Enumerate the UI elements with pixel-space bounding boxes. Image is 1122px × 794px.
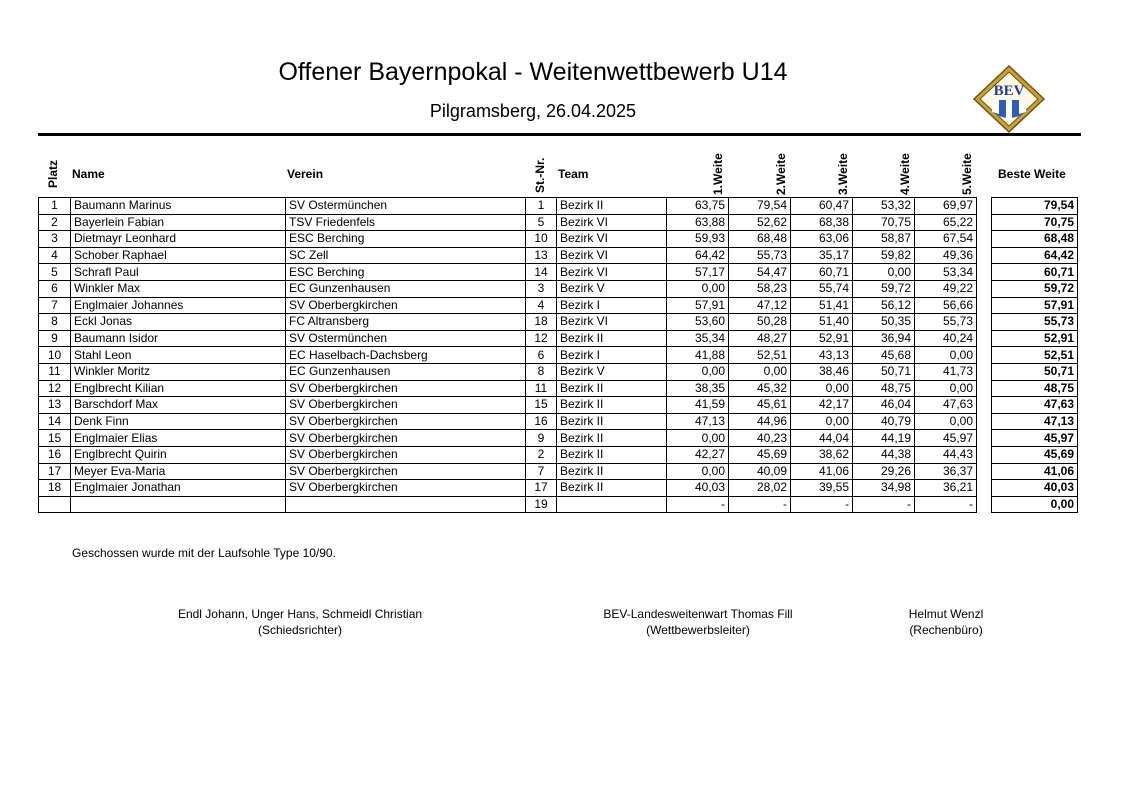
cell-weite-5: 36,37 — [915, 463, 977, 480]
logo-text: BEV — [993, 83, 1025, 99]
title-rule — [38, 133, 1081, 136]
cell-beste-weite: 52,91 — [992, 330, 1078, 347]
signature-referees — [150, 606, 450, 638]
cell-weite-5: 0,00 — [915, 380, 977, 397]
col-header-name: Name — [72, 167, 105, 181]
cell-spacer — [977, 463, 992, 480]
cell-spacer — [977, 496, 992, 513]
bev-logo-icon — [972, 64, 1046, 134]
cell-weite-3: 43,13 — [791, 347, 853, 364]
cell-weite-2: 45,32 — [729, 380, 791, 397]
cell-name: Schober Raphael — [71, 247, 286, 264]
cell-weite-3: 41,06 — [791, 463, 853, 480]
col-header-verein: Verein — [287, 167, 324, 181]
cell-stnr: 4 — [526, 297, 557, 314]
cell-stnr: 9 — [526, 430, 557, 447]
cell-weite-5: 36,21 — [915, 480, 977, 497]
cell-beste-weite: 59,72 — [992, 280, 1078, 297]
cell-team: Bezirk II — [557, 397, 667, 414]
cell-team: Bezirk VI — [557, 264, 667, 281]
cell-weite-4: 59,82 — [853, 247, 915, 264]
cell-weite-4: 40,79 — [853, 413, 915, 430]
cell-spacer — [977, 397, 992, 414]
cell-weite-4: 44,38 — [853, 446, 915, 463]
col-header-weite-4: 4.Weite — [898, 153, 912, 195]
cell-platz: 2 — [39, 214, 71, 231]
cell-stnr: 6 — [526, 347, 557, 364]
cell-beste-weite: 68,48 — [992, 231, 1078, 248]
cell-weite-5: 41,73 — [915, 363, 977, 380]
cell-beste-weite: 40,03 — [992, 480, 1078, 497]
cell-weite-5: 49,22 — [915, 280, 977, 297]
cell-weite-5: 56,66 — [915, 297, 977, 314]
cell-weite-5: 0,00 — [915, 347, 977, 364]
table-row — [39, 430, 1078, 447]
cell-name: Englmaier Johannes — [71, 297, 286, 314]
cell-weite-1: 40,03 — [667, 480, 729, 497]
cell-weite-5: 53,34 — [915, 264, 977, 281]
cell-team: Bezirk I — [557, 347, 667, 364]
table-row — [39, 397, 1078, 414]
table-row — [39, 280, 1078, 297]
cell-name: Englbrecht Kilian — [71, 380, 286, 397]
cell-spacer — [977, 214, 992, 231]
cell-beste-weite: 41,06 — [992, 463, 1078, 480]
cell-spacer — [977, 347, 992, 364]
cell-name: Winkler Max — [71, 280, 286, 297]
cell-weite-4: 46,04 — [853, 397, 915, 414]
cell-weite-1: 59,93 — [667, 231, 729, 248]
cell-weite-2: 40,09 — [729, 463, 791, 480]
cell-weite-3: 68,38 — [791, 214, 853, 231]
col-header-stnr: St.-Nr. — [533, 157, 547, 193]
cell-spacer — [977, 430, 992, 447]
cell-team: Bezirk V — [557, 280, 667, 297]
cell-weite-3: 55,74 — [791, 280, 853, 297]
cell-weite-5: 55,73 — [915, 314, 977, 331]
cell-verein: ESC Berching — [286, 231, 526, 248]
cell-beste-weite: 50,71 — [992, 363, 1078, 380]
cell-weite-5: 47,63 — [915, 397, 977, 414]
signature-role: (Schiedsrichter) — [257, 623, 343, 637]
cell-weite-2: 55,73 — [729, 247, 791, 264]
footnote: Geschossen wurde mit der Laufsohle Type 10/90. — [72, 546, 336, 560]
cell-stnr: 10 — [526, 231, 557, 248]
cell-weite-3: - — [791, 496, 853, 513]
cell-weite-1: 63,88 — [667, 214, 729, 231]
cell-weite-5: 67,54 — [915, 231, 977, 248]
cell-weite-1: 64,42 — [667, 247, 729, 264]
signature-role: (Rechenbüro) — [909, 623, 983, 637]
cell-verein: SV Oberbergkirchen — [286, 430, 526, 447]
table-row — [39, 214, 1078, 231]
cell-weite-1: 0,00 — [667, 363, 729, 380]
cell-team: Bezirk VI — [557, 247, 667, 264]
table-row — [39, 297, 1078, 314]
cell-team: Bezirk II — [557, 430, 667, 447]
cell-weite-5: 44,43 — [915, 446, 977, 463]
col-header-weite-1: 1.Weite — [711, 153, 725, 195]
cell-beste-weite: 45,97 — [992, 430, 1078, 447]
signature-name: Endl Johann, Unger Hans, Schmeidl Christian — [177, 607, 423, 621]
table-row — [39, 247, 1078, 264]
cell-stnr: 12 — [526, 330, 557, 347]
cell-weite-2: 50,28 — [729, 314, 791, 331]
col-header-weite-3: 3.Weite — [836, 153, 850, 195]
cell-weite-2: 28,02 — [729, 480, 791, 497]
cell-platz: 9 — [39, 330, 71, 347]
cell-platz — [39, 496, 71, 513]
cell-weite-2: 40,23 — [729, 430, 791, 447]
table-row — [39, 264, 1078, 281]
cell-weite-1: 41,59 — [667, 397, 729, 414]
cell-verein: SV Oberbergkirchen — [286, 480, 526, 497]
cell-stnr: 15 — [526, 397, 557, 414]
page-subtitle: Pilgramsberg, 26.04.2025 — [429, 101, 637, 121]
cell-stnr: 5 — [526, 214, 557, 231]
cell-weite-1: 41,88 — [667, 347, 729, 364]
cell-team: Bezirk V — [557, 363, 667, 380]
cell-weite-4: 50,35 — [853, 314, 915, 331]
cell-verein: SV Oberbergkirchen — [286, 463, 526, 480]
table-row — [39, 446, 1078, 463]
cell-verein: SV Oberbergkirchen — [286, 297, 526, 314]
cell-weite-2: 47,12 — [729, 297, 791, 314]
cell-weite-2: 44,96 — [729, 413, 791, 430]
cell-weite-1: 53,60 — [667, 314, 729, 331]
cell-weite-2: 45,61 — [729, 397, 791, 414]
cell-name: Englmaier Jonathan — [71, 480, 286, 497]
cell-team: Bezirk I — [557, 297, 667, 314]
cell-platz: 5 — [39, 264, 71, 281]
cell-weite-4: 34,98 — [853, 480, 915, 497]
cell-platz: 4 — [39, 247, 71, 264]
cell-stnr: 1 — [526, 198, 557, 215]
cell-weite-2: 48,27 — [729, 330, 791, 347]
cell-platz: 15 — [39, 430, 71, 447]
cell-verein: SV Oberbergkirchen — [286, 397, 526, 414]
cell-stnr: 16 — [526, 413, 557, 430]
col-header-weite-5: 5.Weite — [960, 153, 974, 195]
table-row — [39, 198, 1078, 215]
cell-weite-5: - — [915, 496, 977, 513]
results-table — [38, 197, 1078, 513]
cell-weite-3: 60,71 — [791, 264, 853, 281]
cell-name — [71, 496, 286, 513]
cell-beste-weite: 47,63 — [992, 397, 1078, 414]
cell-spacer — [977, 314, 992, 331]
cell-weite-1: 0,00 — [667, 463, 729, 480]
cell-spacer — [977, 480, 992, 497]
cell-stnr: 11 — [526, 380, 557, 397]
cell-beste-weite: 47,13 — [992, 413, 1078, 430]
cell-team — [557, 496, 667, 513]
cell-weite-3: 63,06 — [791, 231, 853, 248]
table-row — [39, 231, 1078, 248]
cell-platz: 16 — [39, 446, 71, 463]
cell-weite-4: 48,75 — [853, 380, 915, 397]
cell-name: Englmaier Elias — [71, 430, 286, 447]
cell-name: Barschdorf Max — [71, 397, 286, 414]
col-header-weite-2: 2.Weite — [774, 153, 788, 195]
cell-platz: 1 — [39, 198, 71, 215]
cell-stnr: 17 — [526, 480, 557, 497]
cell-platz: 6 — [39, 280, 71, 297]
cell-beste-weite: 79,54 — [992, 198, 1078, 215]
cell-team: Bezirk II — [557, 413, 667, 430]
cell-weite-2: 45,69 — [729, 446, 791, 463]
cell-spacer — [977, 264, 992, 281]
cell-platz: 18 — [39, 480, 71, 497]
col-header-platz: Platz — [46, 159, 60, 188]
cell-weite-4: 53,32 — [853, 198, 915, 215]
cell-verein — [286, 496, 526, 513]
cell-weite-2: 79,54 — [729, 198, 791, 215]
cell-weite-4: 0,00 — [853, 264, 915, 281]
cell-platz: 8 — [39, 314, 71, 331]
cell-weite-4: 70,75 — [853, 214, 915, 231]
cell-weite-1: 57,17 — [667, 264, 729, 281]
table-row — [39, 463, 1078, 480]
cell-platz: 3 — [39, 231, 71, 248]
cell-weite-1: 0,00 — [667, 280, 729, 297]
cell-weite-5: 69,97 — [915, 198, 977, 215]
cell-platz: 13 — [39, 397, 71, 414]
cell-weite-1: 35,34 — [667, 330, 729, 347]
cell-name: Baumann Marinus — [71, 198, 286, 215]
cell-weite-2: 68,48 — [729, 231, 791, 248]
cell-team: Bezirk II — [557, 198, 667, 215]
cell-team: Bezirk VI — [557, 214, 667, 231]
cell-weite-3: 35,17 — [791, 247, 853, 264]
cell-verein: EC Gunzenhausen — [286, 280, 526, 297]
cell-verein: SV Ostermünchen — [286, 198, 526, 215]
results-table-body — [39, 198, 1078, 513]
cell-name: Eckl Jonas — [71, 314, 286, 331]
cell-name: Schrafl Paul — [71, 264, 286, 281]
cell-weite-4: 59,72 — [853, 280, 915, 297]
cell-weite-3: 38,62 — [791, 446, 853, 463]
cell-beste-weite: 64,42 — [992, 247, 1078, 264]
cell-stnr: 7 — [526, 463, 557, 480]
cell-stnr: 8 — [526, 363, 557, 380]
cell-weite-1: 63,75 — [667, 198, 729, 215]
cell-weite-5: 65,22 — [915, 214, 977, 231]
signature-name: BEV-Landesweitenwart Thomas Fill — [603, 607, 793, 621]
cell-weite-2: 54,47 — [729, 264, 791, 281]
cell-stnr: 14 — [526, 264, 557, 281]
cell-weite-3: 0,00 — [791, 380, 853, 397]
cell-name: Bayerlein Fabian — [71, 214, 286, 231]
cell-stnr: 3 — [526, 280, 557, 297]
table-row — [39, 363, 1078, 380]
signature-name: Helmut Wenzl — [908, 607, 984, 621]
cell-beste-weite: 0,00 — [992, 496, 1078, 513]
cell-weite-3: 60,47 — [791, 198, 853, 215]
cell-spacer — [977, 198, 992, 215]
cell-weite-4: 50,71 — [853, 363, 915, 380]
cell-verein: SV Oberbergkirchen — [286, 380, 526, 397]
cell-weite-3: 0,00 — [791, 413, 853, 430]
cell-verein: SV Ostermünchen — [286, 330, 526, 347]
cell-weite-4: - — [853, 496, 915, 513]
cell-stnr: 19 — [526, 496, 557, 513]
cell-weite-2: 0,00 — [729, 363, 791, 380]
cell-spacer — [977, 231, 992, 248]
cell-weite-1: 0,00 — [667, 430, 729, 447]
cell-spacer — [977, 297, 992, 314]
cell-weite-3: 51,41 — [791, 297, 853, 314]
cell-verein: ESC Berching — [286, 264, 526, 281]
cell-name: Denk Finn — [71, 413, 286, 430]
table-row — [39, 413, 1078, 430]
cell-verein: EC Gunzenhausen — [286, 363, 526, 380]
cell-team: Bezirk VI — [557, 314, 667, 331]
cell-name: Stahl Leon — [71, 347, 286, 364]
cell-weite-3: 44,04 — [791, 430, 853, 447]
cell-beste-weite: 45,69 — [992, 446, 1078, 463]
table-row — [39, 330, 1078, 347]
cell-weite-5: 49,36 — [915, 247, 977, 264]
cell-beste-weite: 60,71 — [992, 264, 1078, 281]
cell-name: Baumann Isidor — [71, 330, 286, 347]
cell-weite-1: 42,27 — [667, 446, 729, 463]
cell-spacer — [977, 247, 992, 264]
cell-name: Englbrecht Quirin — [71, 446, 286, 463]
cell-stnr: 2 — [526, 446, 557, 463]
cell-platz: 11 — [39, 363, 71, 380]
cell-beste-weite: 52,51 — [992, 347, 1078, 364]
cell-team: Bezirk II — [557, 463, 667, 480]
signature-competition-leader — [568, 606, 828, 638]
cell-weite-2: 52,51 — [729, 347, 791, 364]
cell-weite-3: 39,55 — [791, 480, 853, 497]
cell-team: Bezirk II — [557, 330, 667, 347]
cell-beste-weite: 70,75 — [992, 214, 1078, 231]
cell-spacer — [977, 330, 992, 347]
cell-name: Meyer Eva-Maria — [71, 463, 286, 480]
cell-weite-3: 52,91 — [791, 330, 853, 347]
cell-verein: EC Haselbach-Dachsberg — [286, 347, 526, 364]
cell-spacer — [977, 446, 992, 463]
cell-spacer — [977, 413, 992, 430]
cell-beste-weite: 48,75 — [992, 380, 1078, 397]
cell-weite-5: 45,97 — [915, 430, 977, 447]
cell-weite-2: - — [729, 496, 791, 513]
cell-weite-3: 51,40 — [791, 314, 853, 331]
cell-weite-2: 52,62 — [729, 214, 791, 231]
cell-verein: TSV Friedenfels — [286, 214, 526, 231]
cell-weite-4: 45,68 — [853, 347, 915, 364]
cell-weite-5: 0,00 — [915, 413, 977, 430]
cell-team: Bezirk II — [557, 446, 667, 463]
cell-spacer — [977, 380, 992, 397]
cell-weite-4: 56,12 — [853, 297, 915, 314]
cell-weite-1: - — [667, 496, 729, 513]
cell-weite-5: 40,24 — [915, 330, 977, 347]
table-row — [39, 314, 1078, 331]
page-title: Offener Bayernpokal - Weitenwettbewerb U14 — [278, 58, 788, 86]
cell-verein: FC Altransberg — [286, 314, 526, 331]
cell-team: Bezirk II — [557, 480, 667, 497]
cell-team: Bezirk II — [557, 380, 667, 397]
col-header-beste-weite: Beste Weite — [998, 167, 1066, 181]
table-row — [39, 480, 1078, 497]
cell-spacer — [977, 280, 992, 297]
cell-team: Bezirk VI — [557, 231, 667, 248]
cell-platz: 10 — [39, 347, 71, 364]
cell-stnr: 18 — [526, 314, 557, 331]
table-row — [39, 380, 1078, 397]
signature-office — [876, 606, 1016, 638]
cell-weite-4: 58,87 — [853, 231, 915, 248]
cell-platz: 17 — [39, 463, 71, 480]
col-header-team: Team — [558, 167, 589, 181]
cell-beste-weite: 57,91 — [992, 297, 1078, 314]
cell-verein: SC Zell — [286, 247, 526, 264]
cell-weite-4: 44,19 — [853, 430, 915, 447]
cell-weite-3: 42,17 — [791, 397, 853, 414]
cell-weite-1: 38,35 — [667, 380, 729, 397]
cell-name: Dietmayr Leonhard — [71, 231, 286, 248]
cell-name: Winkler Moritz — [71, 363, 286, 380]
table-row — [39, 496, 1078, 513]
cell-verein: SV Oberbergkirchen — [286, 413, 526, 430]
cell-weite-2: 58,23 — [729, 280, 791, 297]
cell-stnr: 13 — [526, 247, 557, 264]
cell-weite-4: 36,94 — [853, 330, 915, 347]
cell-spacer — [977, 363, 992, 380]
cell-weite-4: 29,26 — [853, 463, 915, 480]
cell-weite-1: 57,91 — [667, 297, 729, 314]
cell-beste-weite: 55,73 — [992, 314, 1078, 331]
cell-verein: SV Oberbergkirchen — [286, 446, 526, 463]
cell-weite-3: 38,46 — [791, 363, 853, 380]
table-row — [39, 347, 1078, 364]
cell-platz: 12 — [39, 380, 71, 397]
cell-platz: 14 — [39, 413, 71, 430]
cell-weite-1: 47,13 — [667, 413, 729, 430]
cell-platz: 7 — [39, 297, 71, 314]
signature-role: (Wettbewerbsleiter) — [646, 623, 750, 637]
